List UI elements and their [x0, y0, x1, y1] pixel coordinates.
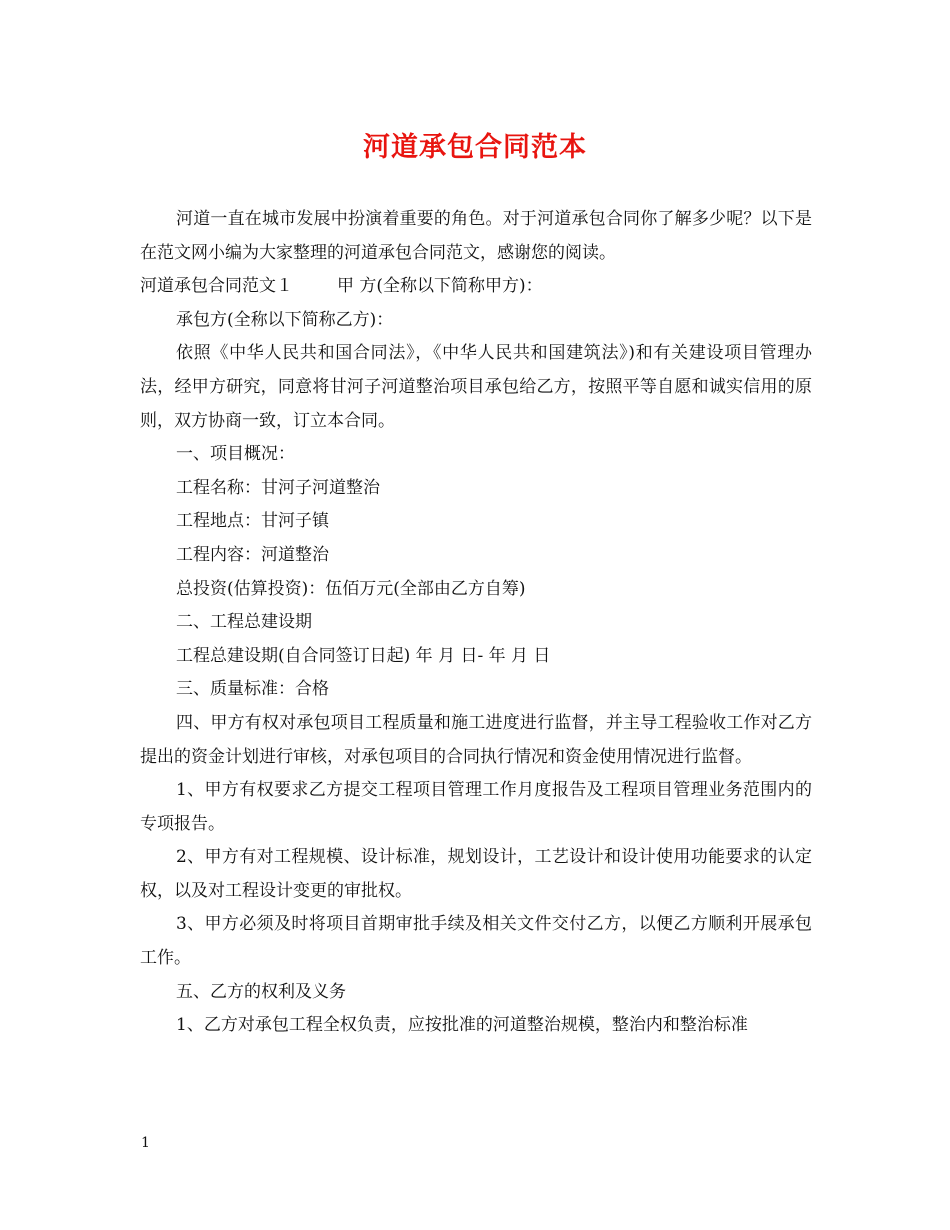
- party-b-line: 承包方(全称以下简称乙方)：: [176, 309, 394, 330]
- document-title: 河道承包合同范本: [363, 132, 587, 163]
- party-a-right-3: 3、甲方必须及时将项目首期审批手续及相关文件交付乙方，以便乙方顺利开展承包工作。: [140, 914, 812, 969]
- total-investment-line: 总投资(估算投资)：伍佰万元(全部由乙方自筹): [176, 578, 526, 599]
- project-content-line: 工程内容：河道整治: [176, 544, 329, 565]
- project-location-line: 工程地点：甘河子镇: [176, 511, 329, 532]
- legal-basis-paragraph: 依照《中华人民共和国合同法》，《中华人民共和国建筑法》)和有关建设项目管理办法，经甲方研究，同意将甘河子河道整治项目承包给乙方，按照平等自愿和诚实信用的原则，双方协商一致，订立本合同。: [140, 343, 812, 431]
- section-heading-quality: 三、质量标准：合格: [176, 679, 329, 700]
- party-a-line: 甲 方(全称以下简称甲方)：: [337, 276, 543, 297]
- project-name-line: 工程名称：甘河子河道整治: [176, 477, 380, 498]
- sample-heading-line: [140, 270, 812, 304]
- sample-heading: 河道承包合同范文１: [140, 276, 293, 297]
- document-body: [140, 203, 812, 1043]
- section-heading-construction-period: 二、工程总建设期: [176, 612, 312, 633]
- intro-paragraph: 河道一直在城市发展中扮演着重要的角色。对于河道承包合同你了解多少呢？以下是在范文网小编为大家整理的河道承包合同范文，感谢您的阅读。: [140, 209, 812, 263]
- party-a-right-2: 2、甲方有对工程规模、设计标准，规划设计，工艺设计和设计使用功能要求的认定权，以及对工程设计变更的审批权。: [140, 847, 812, 901]
- section-heading-overview: 一、项目概况：: [176, 444, 295, 465]
- page-number: 1: [141, 1135, 150, 1151]
- party-a-rights-paragraph: 四、甲方有权对承包项目工程质量和施工进度进行监督，并主导工程验收工作对乙方提出的资金计划进行审核，对承包项目的合同执行情况和资金使用情况进行监督。: [140, 712, 812, 767]
- section-heading-party-b: 五、乙方的权利及义务: [176, 981, 346, 1002]
- party-a-right-1: 1、甲方有权要求乙方提交工程项目管理工作月度报告及工程项目管理业务范围内的专项报告。: [140, 780, 812, 834]
- construction-period-line: 工程总建设期(自合同签订日起) 年 月 日- 年 月 日: [176, 645, 551, 666]
- party-b-duty-1: 1、乙方对承包工程全权负责，应按批准的河道整治规模，整治内和整治标准: [176, 1015, 748, 1036]
